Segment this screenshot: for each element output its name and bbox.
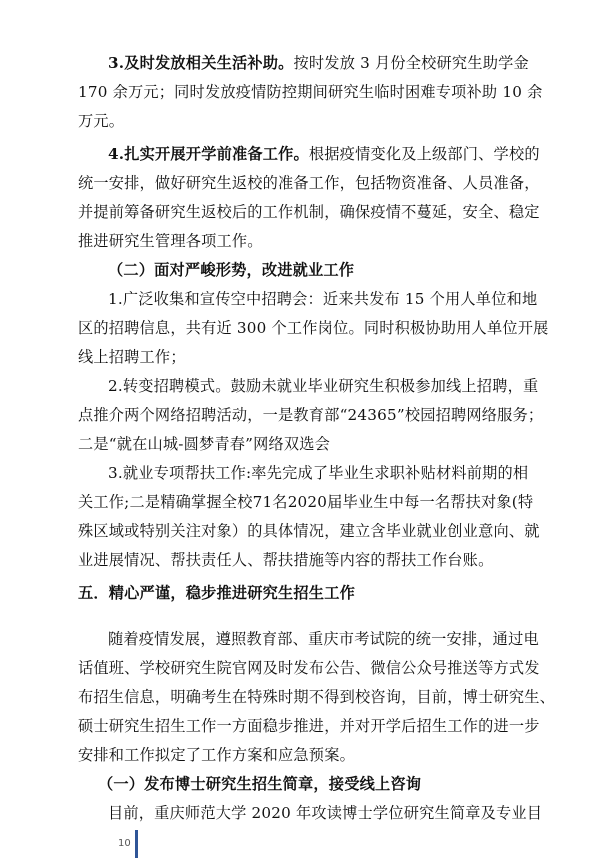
paragraph-line: 线上招聘工作； — [78, 348, 186, 366]
bold-lead: 4.扎实开展开学前准备工作。 — [108, 145, 309, 163]
paragraph-line: 安排和工作拟定了工作方案和应急预案。 — [78, 746, 355, 764]
paragraph-line: 关工作;二是精确掌握全校71名2020届毕业生中每一名帮扶对象(特 — [78, 493, 534, 511]
section-heading: （一）发布博士研究生招生简章，接受线上咨询 — [98, 775, 422, 793]
paragraph-line: 1.广泛收集和宣传空中招聘会：近来共发布 15 个用人单位和地 — [108, 290, 538, 308]
paragraph-line: 话值班、学校研究生院官网及时发布公告、微信公众号推送等方式发 — [78, 659, 540, 677]
paragraph-line: 点推介两个网络招聘活动，一是教育部“24365”校园招聘网络服务； — [78, 406, 544, 424]
paragraph-line: 目前，重庆师范大学 2020 年攻读博士学位研究生简章及专业目 — [108, 804, 543, 822]
paragraph-line: 170 余万元；同时发放疫情防控期间研究生临时困难专项补助 10 余 — [78, 83, 543, 101]
paragraph-line: 2.转变招聘模式。鼓励未就业毕业研究生积极参加线上招聘，重 — [108, 377, 539, 395]
paragraph-line: 硕士研究生招生工作一方面稳步推进，并对开学后招生工作的进一步 — [78, 717, 540, 735]
paragraph-line: 区的招聘信息，共有近 300 个工作岗位。同时积极协助用人单位开展 — [78, 319, 549, 337]
paragraph-line: 并提前筹备研究生返校后的工作机制，确保疫情不蔓延，安全、稳定 — [78, 203, 540, 221]
paragraph-line: 二是“就在山城-圆梦青春”网络双选会 — [78, 435, 331, 453]
paragraph-line: 业进展情况、帮扶责任人、帮扶措施等内容的帮扶工作台账。 — [78, 551, 494, 569]
paragraph-line — [108, 143, 563, 165]
paragraph-line: 随着疫情发展，遵照教育部、重庆市考试院的统一安排，通过电 — [108, 630, 539, 648]
paragraph-line: 推进研究生管理各项工作。 — [78, 232, 263, 250]
paragraph-line: 3.就业专项帮扶工作:率先完成了毕业生求职补贴材料前期的相 — [108, 464, 529, 482]
page-number: 10 — [118, 838, 131, 849]
bold-lead: 3.及时发放相关生活补助。 — [108, 54, 294, 72]
paragraph-line: 殊区域或特别关注对象）的具体情况，建立含毕业就业创业意向、就 — [78, 522, 540, 540]
paragraph-line: 万元。 — [78, 112, 125, 130]
paragraph-line: 布招生信息，明确考生在特殊时期不得到校咨询，目前，博士研究生、 — [78, 688, 556, 706]
line-rest: 根据疫情变化及上级部门、学校的 — [308, 145, 540, 163]
page-number-bar — [135, 830, 138, 858]
line-rest: 按时发放 3 月份全校研究生助学金 — [293, 54, 529, 72]
paragraph-line: 统一安排，做好研究生返校的准备工作，包括物资准备、人员准备， — [78, 174, 540, 192]
paragraph-line — [108, 52, 563, 74]
section-heading: （二）面对严峻形势，改进就业工作 — [108, 261, 355, 279]
chapter-heading: 五．精心严谨，稳步推进研究生招生工作 — [78, 584, 355, 602]
